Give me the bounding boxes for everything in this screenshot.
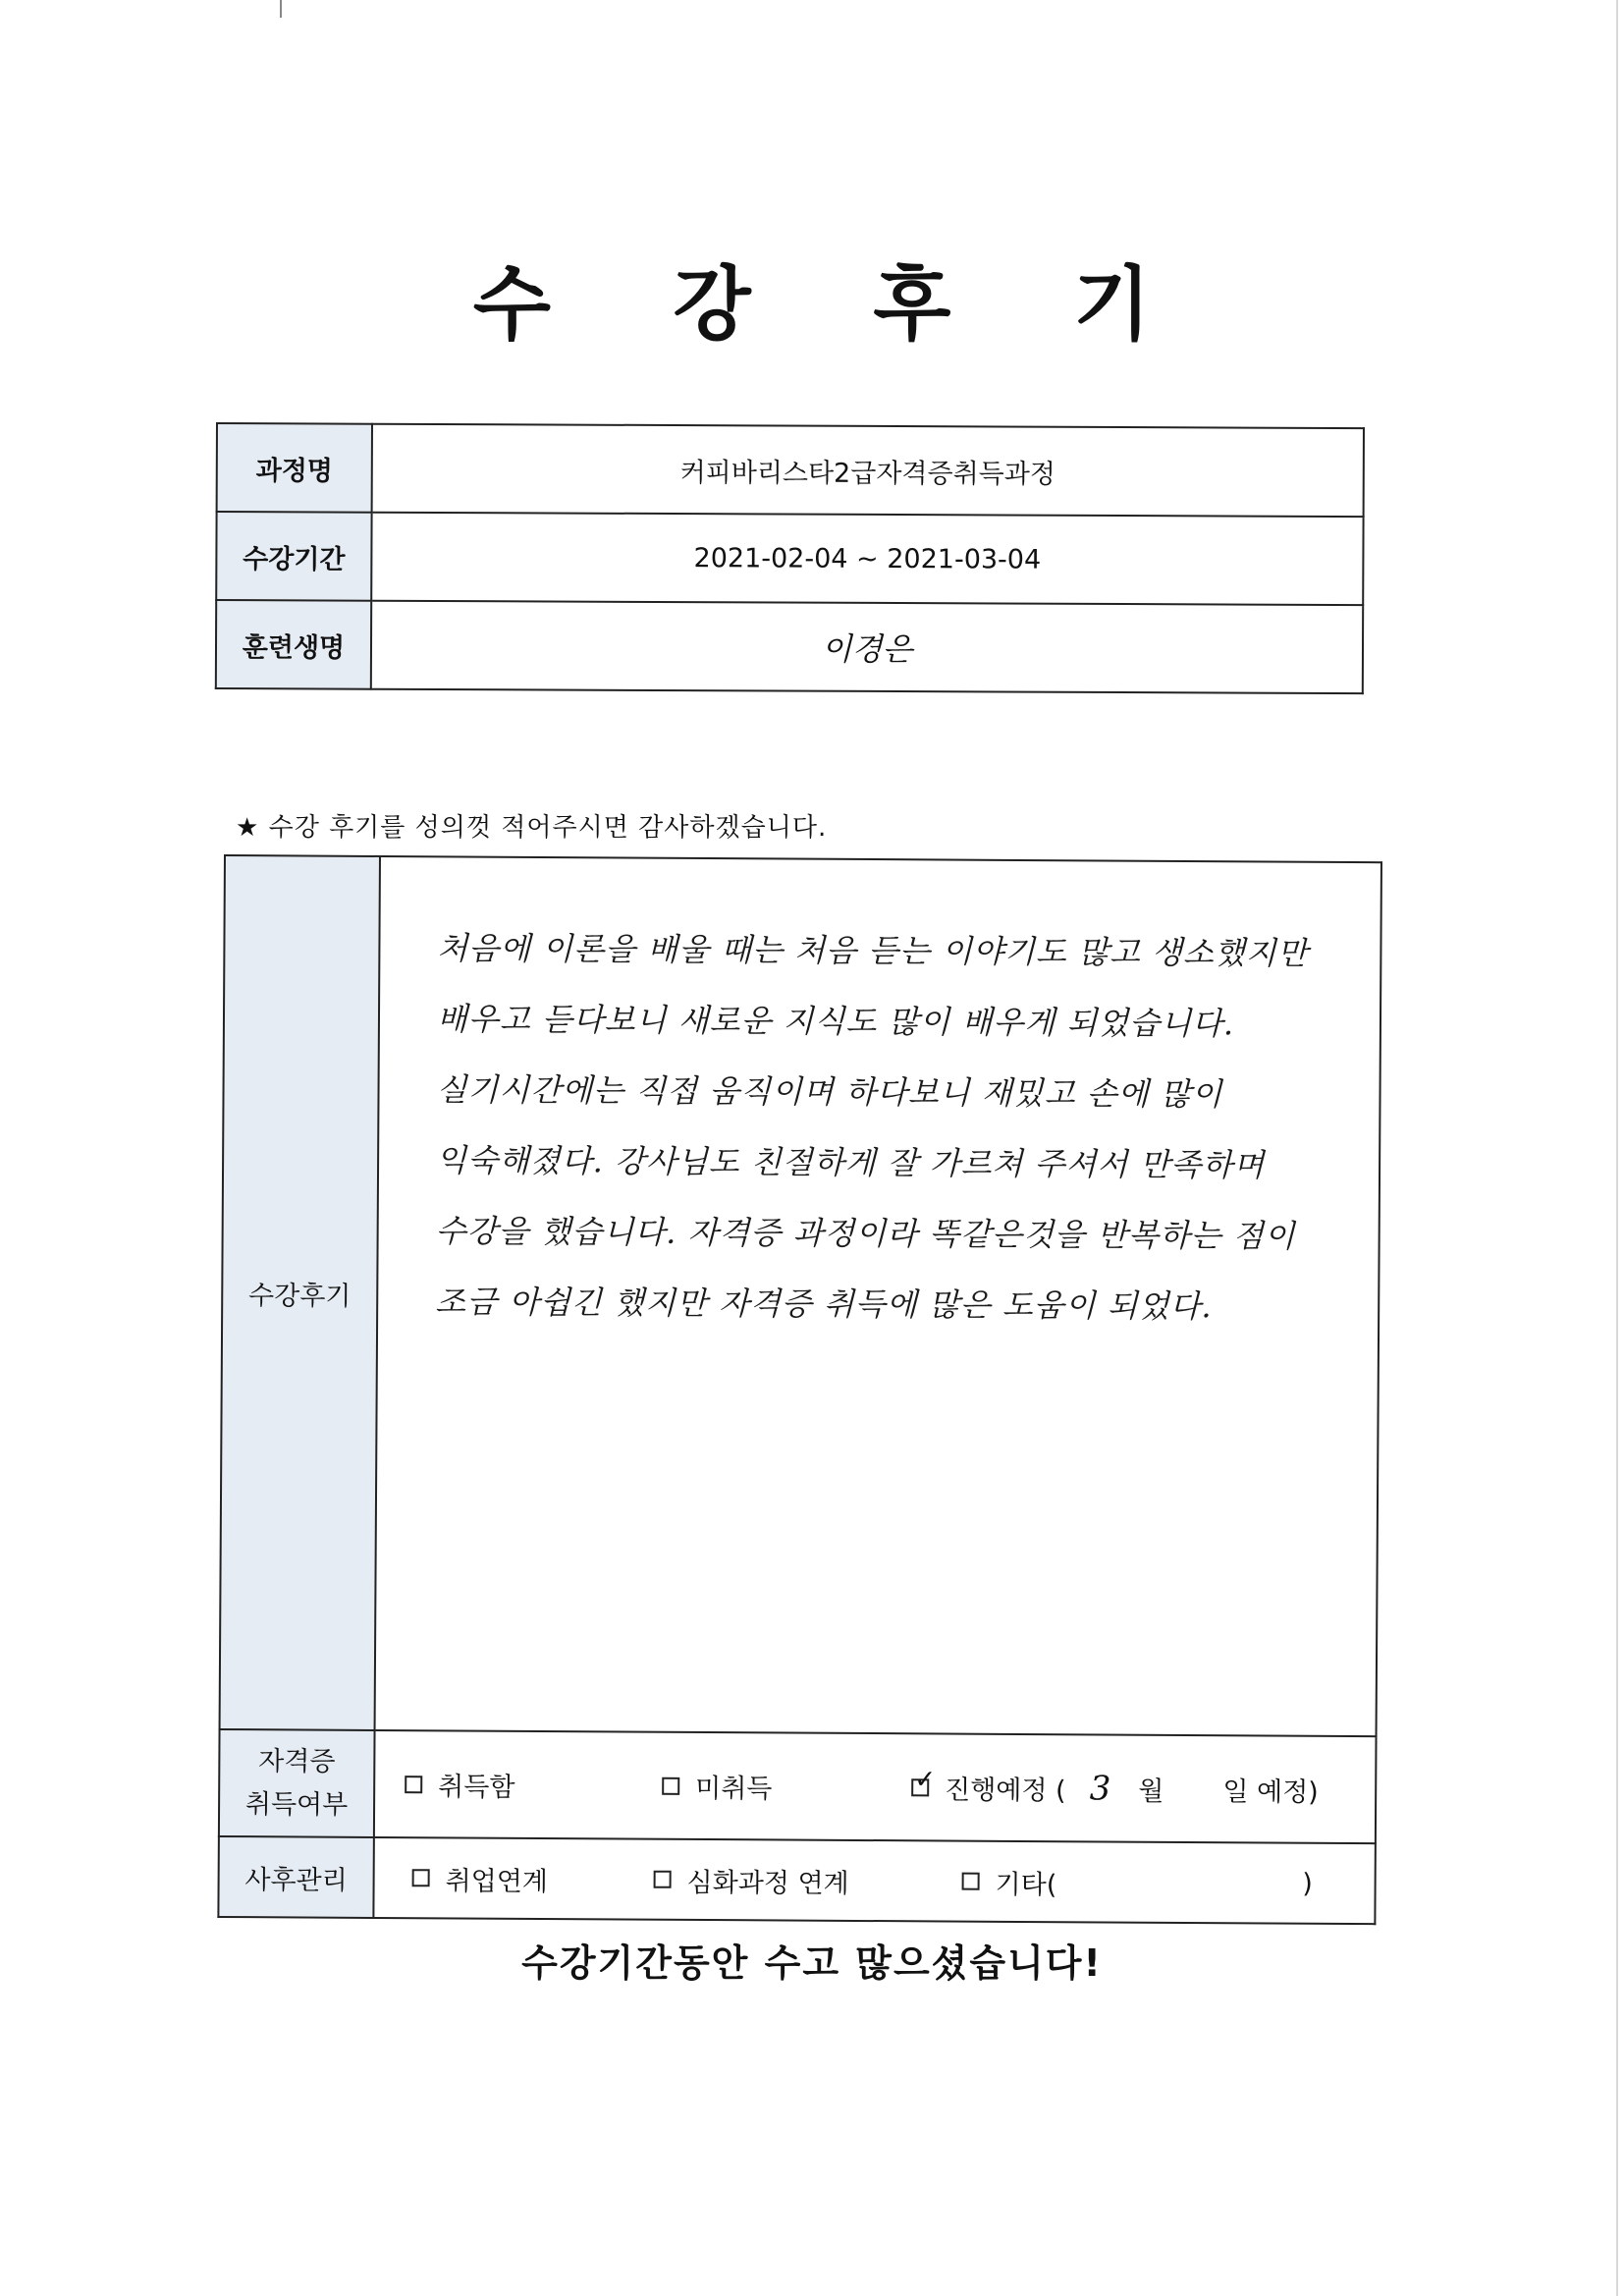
option-job-label: 취업연계 [445,1865,549,1897]
aftercare-row [218,1836,1375,1924]
certification-label [219,1729,375,1837]
option-acquired-label: 취득함 [438,1772,515,1803]
option-advanced[interactable] [654,1860,962,1900]
period-label: 수강기간 [216,512,371,601]
review-line: 배우고 듣다보니 새로운 지식도 많이 배우게 되었습니다. [436,1000,1235,1043]
trainee-value: 이경은 [371,601,1363,693]
page-title: 수 강 후 기 [472,258,1199,352]
trainee-row [216,600,1363,693]
option-not-acquired-label: 미취득 [695,1773,773,1805]
period-value: 2021-02-04 ~ 2021-03-04 [371,513,1363,605]
day-unit: 일 예정) [1222,1777,1319,1808]
option-advanced-label: 심화과정 연계 [686,1867,849,1899]
month-value: 3 [1089,1768,1111,1809]
review-line: 실기시간에는 직접 움직이며 하다보니 재밌고 손에 많이 [436,1070,1223,1114]
period-row [216,512,1363,605]
footer-message: 수강기간동안 수고 많으셨습니다! [521,1941,1103,1985]
month-unit: 월 [1138,1776,1164,1807]
aftercare-options [373,1837,1375,1924]
option-acquired[interactable] [405,1765,662,1805]
page-edge-mark [280,0,282,18]
checkbox-acquired[interactable] [405,1776,422,1793]
option-in-progress-label: 진행예정 ( [945,1775,1066,1807]
checkbox-advanced[interactable] [654,1871,672,1888]
option-in-progress[interactable] [911,1768,1319,1810]
certification-label-line2: 취득여부 [244,1788,349,1821]
review-line: 익숙해졌다. 강사님도 친절하게 잘 가르쳐 주셔서 만족하며 [435,1141,1266,1184]
option-other-close: ) [1302,1868,1313,1899]
course-label: 과정명 [217,423,372,513]
option-other-label: 기타( [995,1869,1057,1900]
course-info-table [215,422,1365,694]
course-row [217,423,1364,517]
certification-label-line1: 자격증 [258,1745,336,1777]
review-line: 수강을 했습니다. 자격증 과정이라 똑같은것을 반복하는 점이 [435,1212,1296,1255]
checkbox-job[interactable] [412,1869,430,1886]
review-body [375,856,1381,1736]
checkbox-in-progress[interactable] [911,1778,929,1796]
review-table [217,854,1382,1925]
notice-text: ★ 수강 후기를 성의껏 적어주시면 감사하겠습니다. [236,813,828,843]
aftercare-label: 사후관리 [218,1836,373,1918]
checkbox-not-acquired[interactable] [662,1777,679,1794]
certification-options [374,1730,1377,1843]
option-job[interactable] [412,1859,654,1899]
checkbox-other[interactable] [962,1873,980,1890]
certification-row [219,1729,1377,1843]
option-other[interactable] [962,1862,1313,1902]
review-handwriting [378,857,1380,1342]
option-not-acquired[interactable] [662,1767,911,1807]
review-row [220,855,1381,1736]
review-label: 수강후기 [220,855,380,1730]
review-line: 처음에 이론을 배울 때는 처음 듣는 이야기도 많고 생소했지만 [437,929,1309,972]
trainee-label: 훈련생명 [216,600,371,689]
review-line: 조금 아쉽긴 했지만 자격증 취득에 많은 도움이 되었다. [435,1283,1213,1326]
course-value: 커피바리스타2급자격증취득과정 [372,424,1364,517]
